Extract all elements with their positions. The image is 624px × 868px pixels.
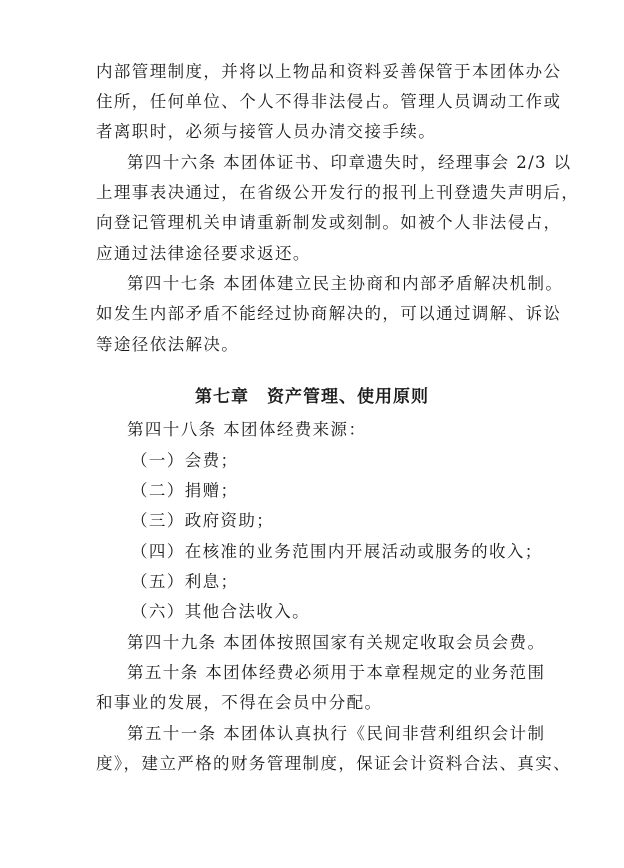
article-48-line: 第四十八条 本团体经费来源：	[127, 420, 367, 439]
list-item: （四）在核准的业务范围内开展活动或服务的收入；	[131, 542, 543, 561]
text-line: 应通过法律途径要求返还。	[96, 244, 311, 263]
article-47-line: 第四十七条 本团体建立民主协商和内部矛盾解决机制。	[127, 274, 564, 293]
text-line: 者离职时，必须与接管人员办清交接手续。	[96, 122, 437, 141]
chapter-heading: 第七章 资产管理、使用原则	[195, 387, 429, 407]
article-49-line: 第四十九条 本团体按照国家有关规定收取会员会费。	[127, 633, 546, 652]
text-line: 上理事表决通过，在省级公开发行的报刊上刊登遗失声明后，	[96, 183, 580, 202]
list-item: （五）利息；	[131, 572, 239, 591]
list-item: （六）其他合法收入。	[131, 602, 310, 621]
text-line: 度》，建立严格的财务管理制度，保证会计资料合法、真实、	[96, 754, 572, 773]
text-line: 和事业的发展，不得在会员中分配。	[96, 693, 383, 712]
text-line: 等途径依法解决。	[96, 335, 240, 354]
list-item: （三）政府资助；	[131, 511, 275, 530]
article-46-line: 第四十六条 本团体证书、印章遗失时，经理事会 2/3 以	[127, 153, 572, 172]
article-50-line: 第五十条 本团体经费必须用于本章程规定的业务范围	[127, 663, 546, 682]
text-line: 如发生内部矛盾不能经过协商解决的，可以通过调解、诉讼	[96, 304, 562, 323]
text-line: 住所，任何单位、个人不得非法侵占。管理人员调动工作或	[96, 92, 562, 111]
text-line: 向登记管理机关申请重新制发或刻制。如被个人非法侵占，	[96, 213, 562, 232]
text-line: 内部管理制度，并将以上物品和资料妥善保管于本团体办公	[96, 62, 562, 81]
article-51-line: 第五十一条 本团体认真执行《民间非营利组织会计制	[127, 724, 546, 743]
list-item: （二）捐赠；	[131, 481, 239, 500]
list-item: （一）会费；	[131, 451, 239, 470]
